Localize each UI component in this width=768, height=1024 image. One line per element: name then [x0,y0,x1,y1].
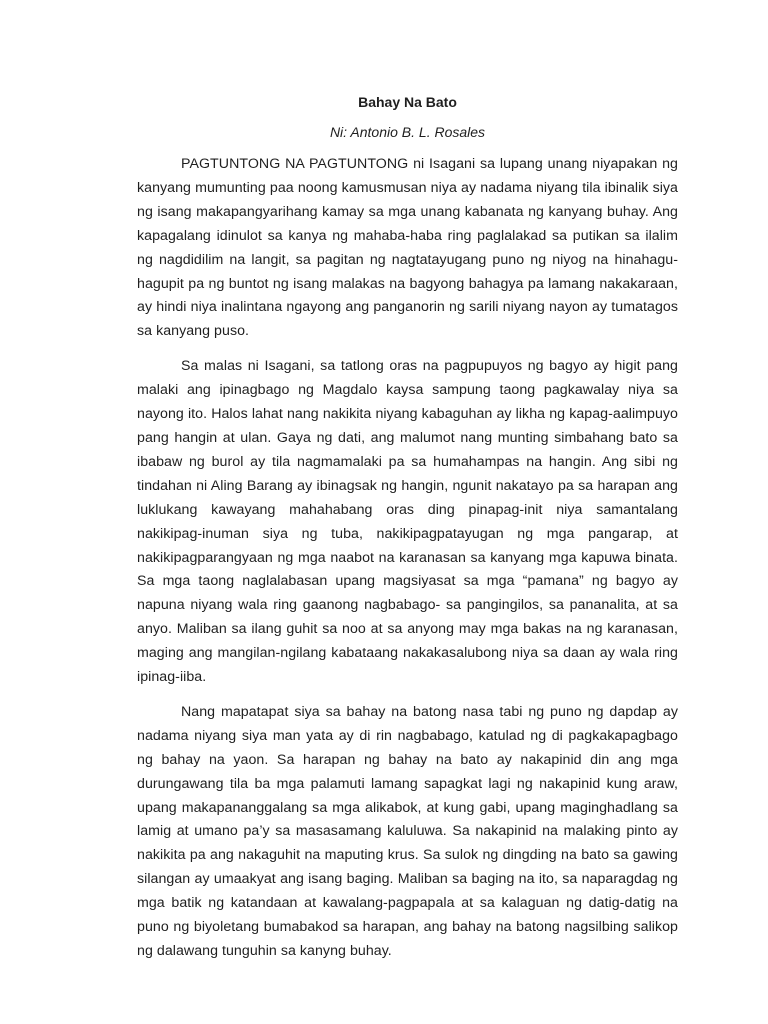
paragraph-1: PAGTUNTONG NA PAGTUNTONG ni Isagani sa lupang unang niyapakan ng kanyang mumunting paa noong kamusmusan niya ay nadama niyang tila ibinalik siya ng isang makapangyarihang kamay sa mga unang kabanata ng kanyang buhay. Ang kapagalang idinulot sa kanya ng mahaba-haba ring paglalakad sa putikan sa ilalim ng nagdidilim na langit, sa pagitan ng nagtatayugang puno ng niyog na hinahagu-hagupit pa ng buntot ng isang malakas na bagyong bahagya pa lamang nakakaraan, ay hindi niya inalintana ngayong ang panganorin ng sarili niyang nayon ay tumatagos sa kanyang puso. [137,156,678,340]
paragraph-2: Sa malas ni Isagani, sa tatlong oras na pagpupuyos ng bagyo ay higit pang malaki ang ipinagbago ng Magdalo kaysa sampung taong pagkawalay niya sa nayong ito. Halos lahat nang nakikita niyang kabaguhan ay likha ng kapag-aalimpuyo pang hangin at ulan. Gaya ng dati, ang malumot nang munting simbahang bato sa ibabaw ng burol ay tila nagmamalaki pa sa humahampas na hangin. Ang sibi ng tindahan ni Aling Barang ay ibinagsak ng hangin, ngunit nakatayo pa sa harapan ang luklukang kawayang mahahabang oras ding pinapag-init niya samantalang nakikipag-inuman siya ng tuba, nakikipagpatayugan ng mga pangarap, at nakikipagparangyaan ng mga naabot na karanasan sa kanyang mga kapuwa binata. Sa mga taong naglalabasan upang magsiyasat sa mga “pamana” ng bagyo ay napuna niyang wala ring gaanong nagbabago- sa pangingilos, sa pananalita, at sa anyo. Maliban sa ilang guhit sa noo at sa anyong may mga bakas na ng karanasan, maging ang mangilan-ngilang kabataang nakakasalubong niya sa daan ay wala ring ipinag-iiba. [137,358,678,686]
document-title: Bahay Na Bato [358,94,457,110]
author-byline: Ni: Antonio B. L. Rosales [329,124,486,140]
paragraph-3: Nang mapatapat siya sa bahay na batong nasa tabi ng puno ng dapdap ay nadama niyang siya man yata ay di rin nagbabago, katulad ng di pagkakapagbago ng bahay na yaon. Sa harapan ng bahay na bato ay nakapinid din ang mga durungawang tila ba mga palamuti lamang sapagkat lagi ng nakapinid kung araw, upang makapananggalang sa mga alikabok, at kung gabi, upang maginghadlang sa lamig at umano pa’y sa masasamang kaluluwa. Sa nakapinid na malaking pinto ay nakikita pa ang nakaguhit na maputing krus. Sa sulok ng dingding na bato sa gawing silangan ay umaakyat ang isang baging. Maliban sa baging na ito, sa naparagdag ng mga batik ng katandaan at kawalang-pagpapala at sa kalaguan ng datig-datig na puno ng biyoletang bumabakod sa harapan, ang bahay na batong nagsilbing salikop ng dalawang tunguhin sa kanyng buhay. [137,703,678,959]
